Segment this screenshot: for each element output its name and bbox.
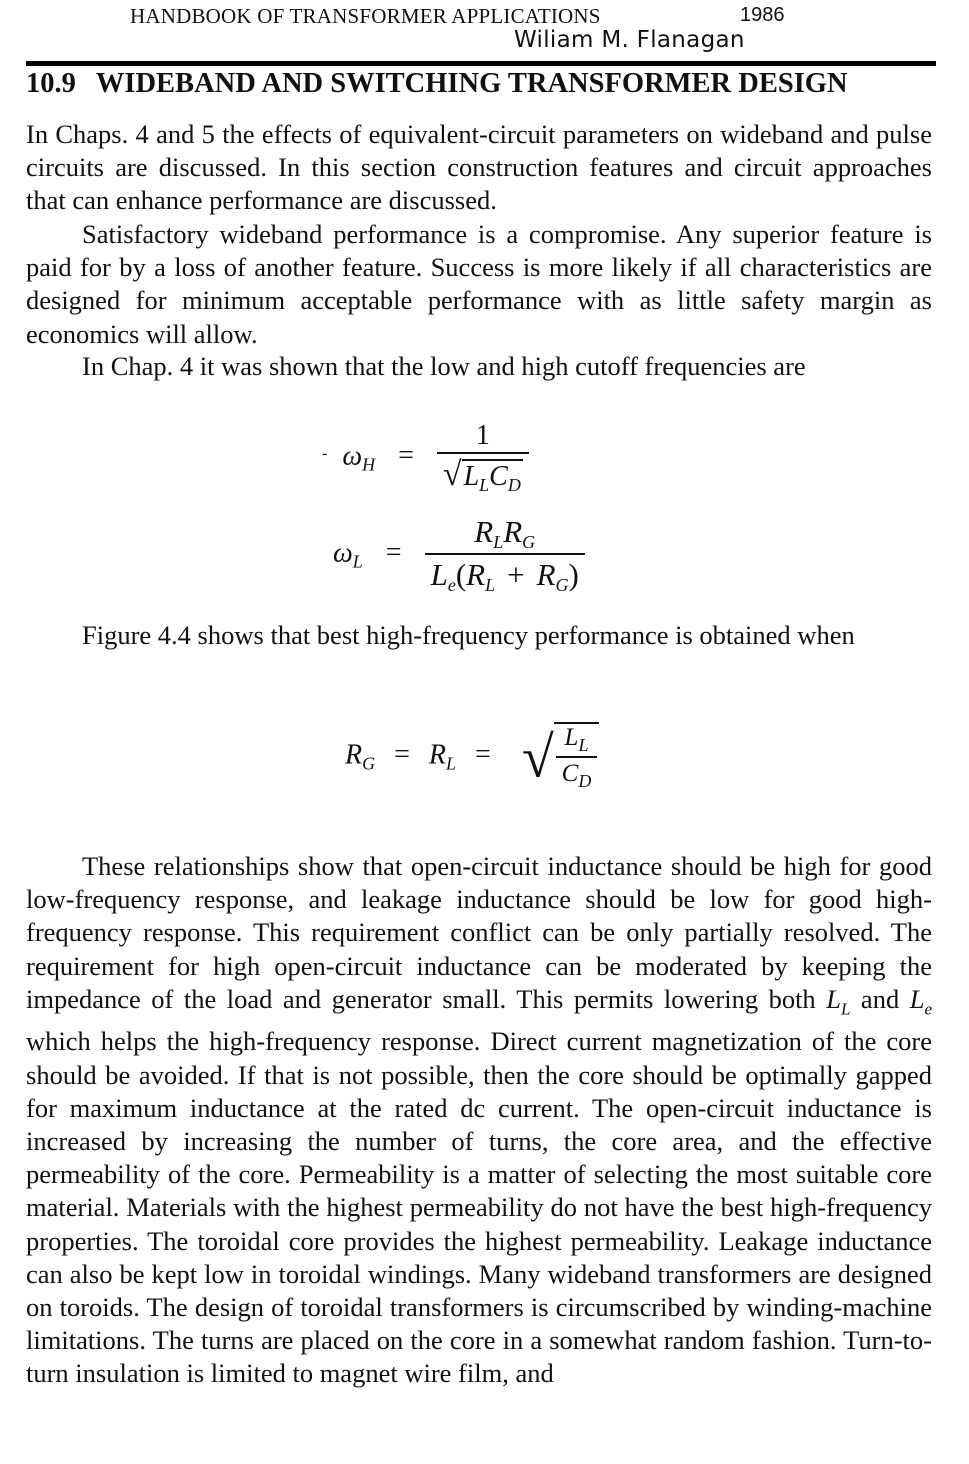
eq3-a: R bbox=[345, 739, 363, 771]
eq2-num-b-sub: G bbox=[522, 532, 536, 552]
sqrt-icon: √ bbox=[521, 724, 554, 790]
running-header-title: HANDBOOK OF TRANSFORMER APPLICATIONS bbox=[130, 4, 601, 28]
eq1-den-b-sub: D bbox=[507, 475, 521, 495]
sqrt-icon: √ bbox=[442, 456, 462, 493]
symbol-l-l: L bbox=[826, 983, 841, 1014]
eq3-den-sub: D bbox=[578, 771, 592, 791]
eq2-den-a-sub: e bbox=[447, 575, 456, 595]
eq2-num-a-sub: L bbox=[493, 532, 504, 552]
eq1-lhs-sub: H bbox=[362, 454, 376, 475]
author-annotation: Wiliam M. Flanagan bbox=[514, 27, 745, 53]
eq2-lhs-sub: L bbox=[352, 551, 363, 572]
eq1-equals: = bbox=[398, 440, 414, 472]
eq2-lhs: ω bbox=[333, 537, 353, 569]
eq2-num-a: R bbox=[474, 514, 494, 549]
paragraph-1: In Chaps. 4 and 5 the effects of equivalent-circuit parameters on wideband and pulse circuits are discussed. In this section construction features and circuit approaches that can enhance performance are discussed. bbox=[26, 119, 932, 216]
equation-omega-l bbox=[333, 514, 585, 596]
eq2-den-open: ( bbox=[455, 557, 467, 592]
eq3-fraction bbox=[554, 722, 600, 792]
paragraph-2: Satisfactory wideband performance is a compromise. Any superior feature is paid for by a loss of another feature. Success is more likely if all characteristics are designed for minimum acceptable performance with as little safety margin as economics will allow. bbox=[26, 219, 932, 349]
eq3-num-sub: L bbox=[578, 735, 589, 755]
eq3-sqrt bbox=[522, 722, 600, 792]
eq1-sqrt bbox=[443, 456, 523, 496]
eq1-den-a: L bbox=[463, 461, 480, 492]
eq2-num-b: R bbox=[503, 514, 523, 549]
eq2-den-b: R bbox=[466, 557, 486, 592]
eq1-numerator: 1 bbox=[475, 420, 490, 451]
symbol-l-l-sub: L bbox=[840, 999, 851, 1019]
eq1-fraction bbox=[437, 420, 529, 496]
eq2-den-a: L bbox=[430, 557, 448, 592]
eq2-den-plus: + bbox=[507, 557, 525, 592]
eq3-equals-2: = bbox=[475, 739, 491, 771]
paragraph-5-part-a: These relationships show that open-circuit inductance should be high for good low-frequency response, and leakage inductance should be low for good high-frequency response. This requirement conflict can be only partially resolved. The requirement for high open-circuit inductance can be moderated by keeping the impedance of the load and generator small. This permits lowering both bbox=[26, 851, 932, 1014]
eq2-den-b-sub: L bbox=[485, 575, 496, 595]
eq2-den-c-sub: G bbox=[555, 575, 569, 595]
eq3-den: C bbox=[561, 760, 579, 787]
paragraph-5-part-c: which helps the high-frequency response. Direct current magnetization of the core should be avoided. If that is not possible, then the core should be optimally gapped for maximum inductance at the rated dc current. The open-circuit inductance is increased by increasing the number of turns, the core area, and the effective permeability of the core. Permeability is a matter of selecting the most suitable core material. Materials with the highest permeability do not have the best high-frequency properties. The toroidal core provides the highest permeability. Leakage inductance can also be kept low in toroidal windings. Many wideband transformers are designed on toroids. The design of toroidal transformers is circumscribed by winding-machine limitations. The turns are placed on the core in a somewhat random fashion. Turn-to-turn insulation is limited to magnet wire film, and bbox=[26, 1026, 932, 1389]
eq1-denominator bbox=[437, 452, 529, 496]
header-rule bbox=[26, 61, 936, 66]
eq3-b-sub: L bbox=[446, 753, 457, 774]
symbol-l-e: L bbox=[909, 983, 925, 1014]
eq2-den-close: ) bbox=[568, 557, 579, 592]
margin-mark: - bbox=[322, 445, 328, 463]
eq1-radicand bbox=[462, 459, 523, 495]
eq1-den-a-sub: L bbox=[479, 475, 490, 495]
eq2-numerator bbox=[425, 514, 585, 553]
eq2-fraction bbox=[425, 514, 585, 596]
section-title: WIDEBAND AND SWITCHING TRANSFORMER DESIGN bbox=[95, 68, 848, 99]
paragraph-3: In Chap. 4 it was shown that the low and high cutoff frequencies are bbox=[82, 351, 806, 381]
eq3-equals-1: = bbox=[394, 739, 410, 771]
eq3-num: L bbox=[564, 724, 579, 751]
paragraph-5 bbox=[26, 850, 932, 1391]
eq1-lhs: ω bbox=[342, 440, 363, 472]
eq1-den-b: C bbox=[489, 461, 508, 492]
eq3-a-sub: G bbox=[362, 753, 376, 774]
eq2-den-c: R bbox=[536, 557, 556, 592]
eq3-numerator bbox=[556, 724, 598, 756]
eq2-equals: = bbox=[385, 537, 402, 569]
symbol-l-e-sub: e bbox=[924, 999, 932, 1019]
equation-omega-h bbox=[322, 420, 529, 496]
paragraph-5-part-b: and bbox=[850, 983, 910, 1014]
equation-matched-resistance bbox=[345, 722, 599, 792]
section-number: 10.9 bbox=[26, 68, 76, 99]
eq3-denominator bbox=[556, 756, 598, 792]
running-header-year: 1986 bbox=[740, 4, 785, 26]
section-heading bbox=[26, 68, 936, 100]
eq3-b: R bbox=[428, 739, 447, 771]
eq2-denominator bbox=[425, 553, 585, 596]
paragraph-4: Figure 4.4 shows that best high-frequency performance is obtained when bbox=[82, 620, 855, 650]
